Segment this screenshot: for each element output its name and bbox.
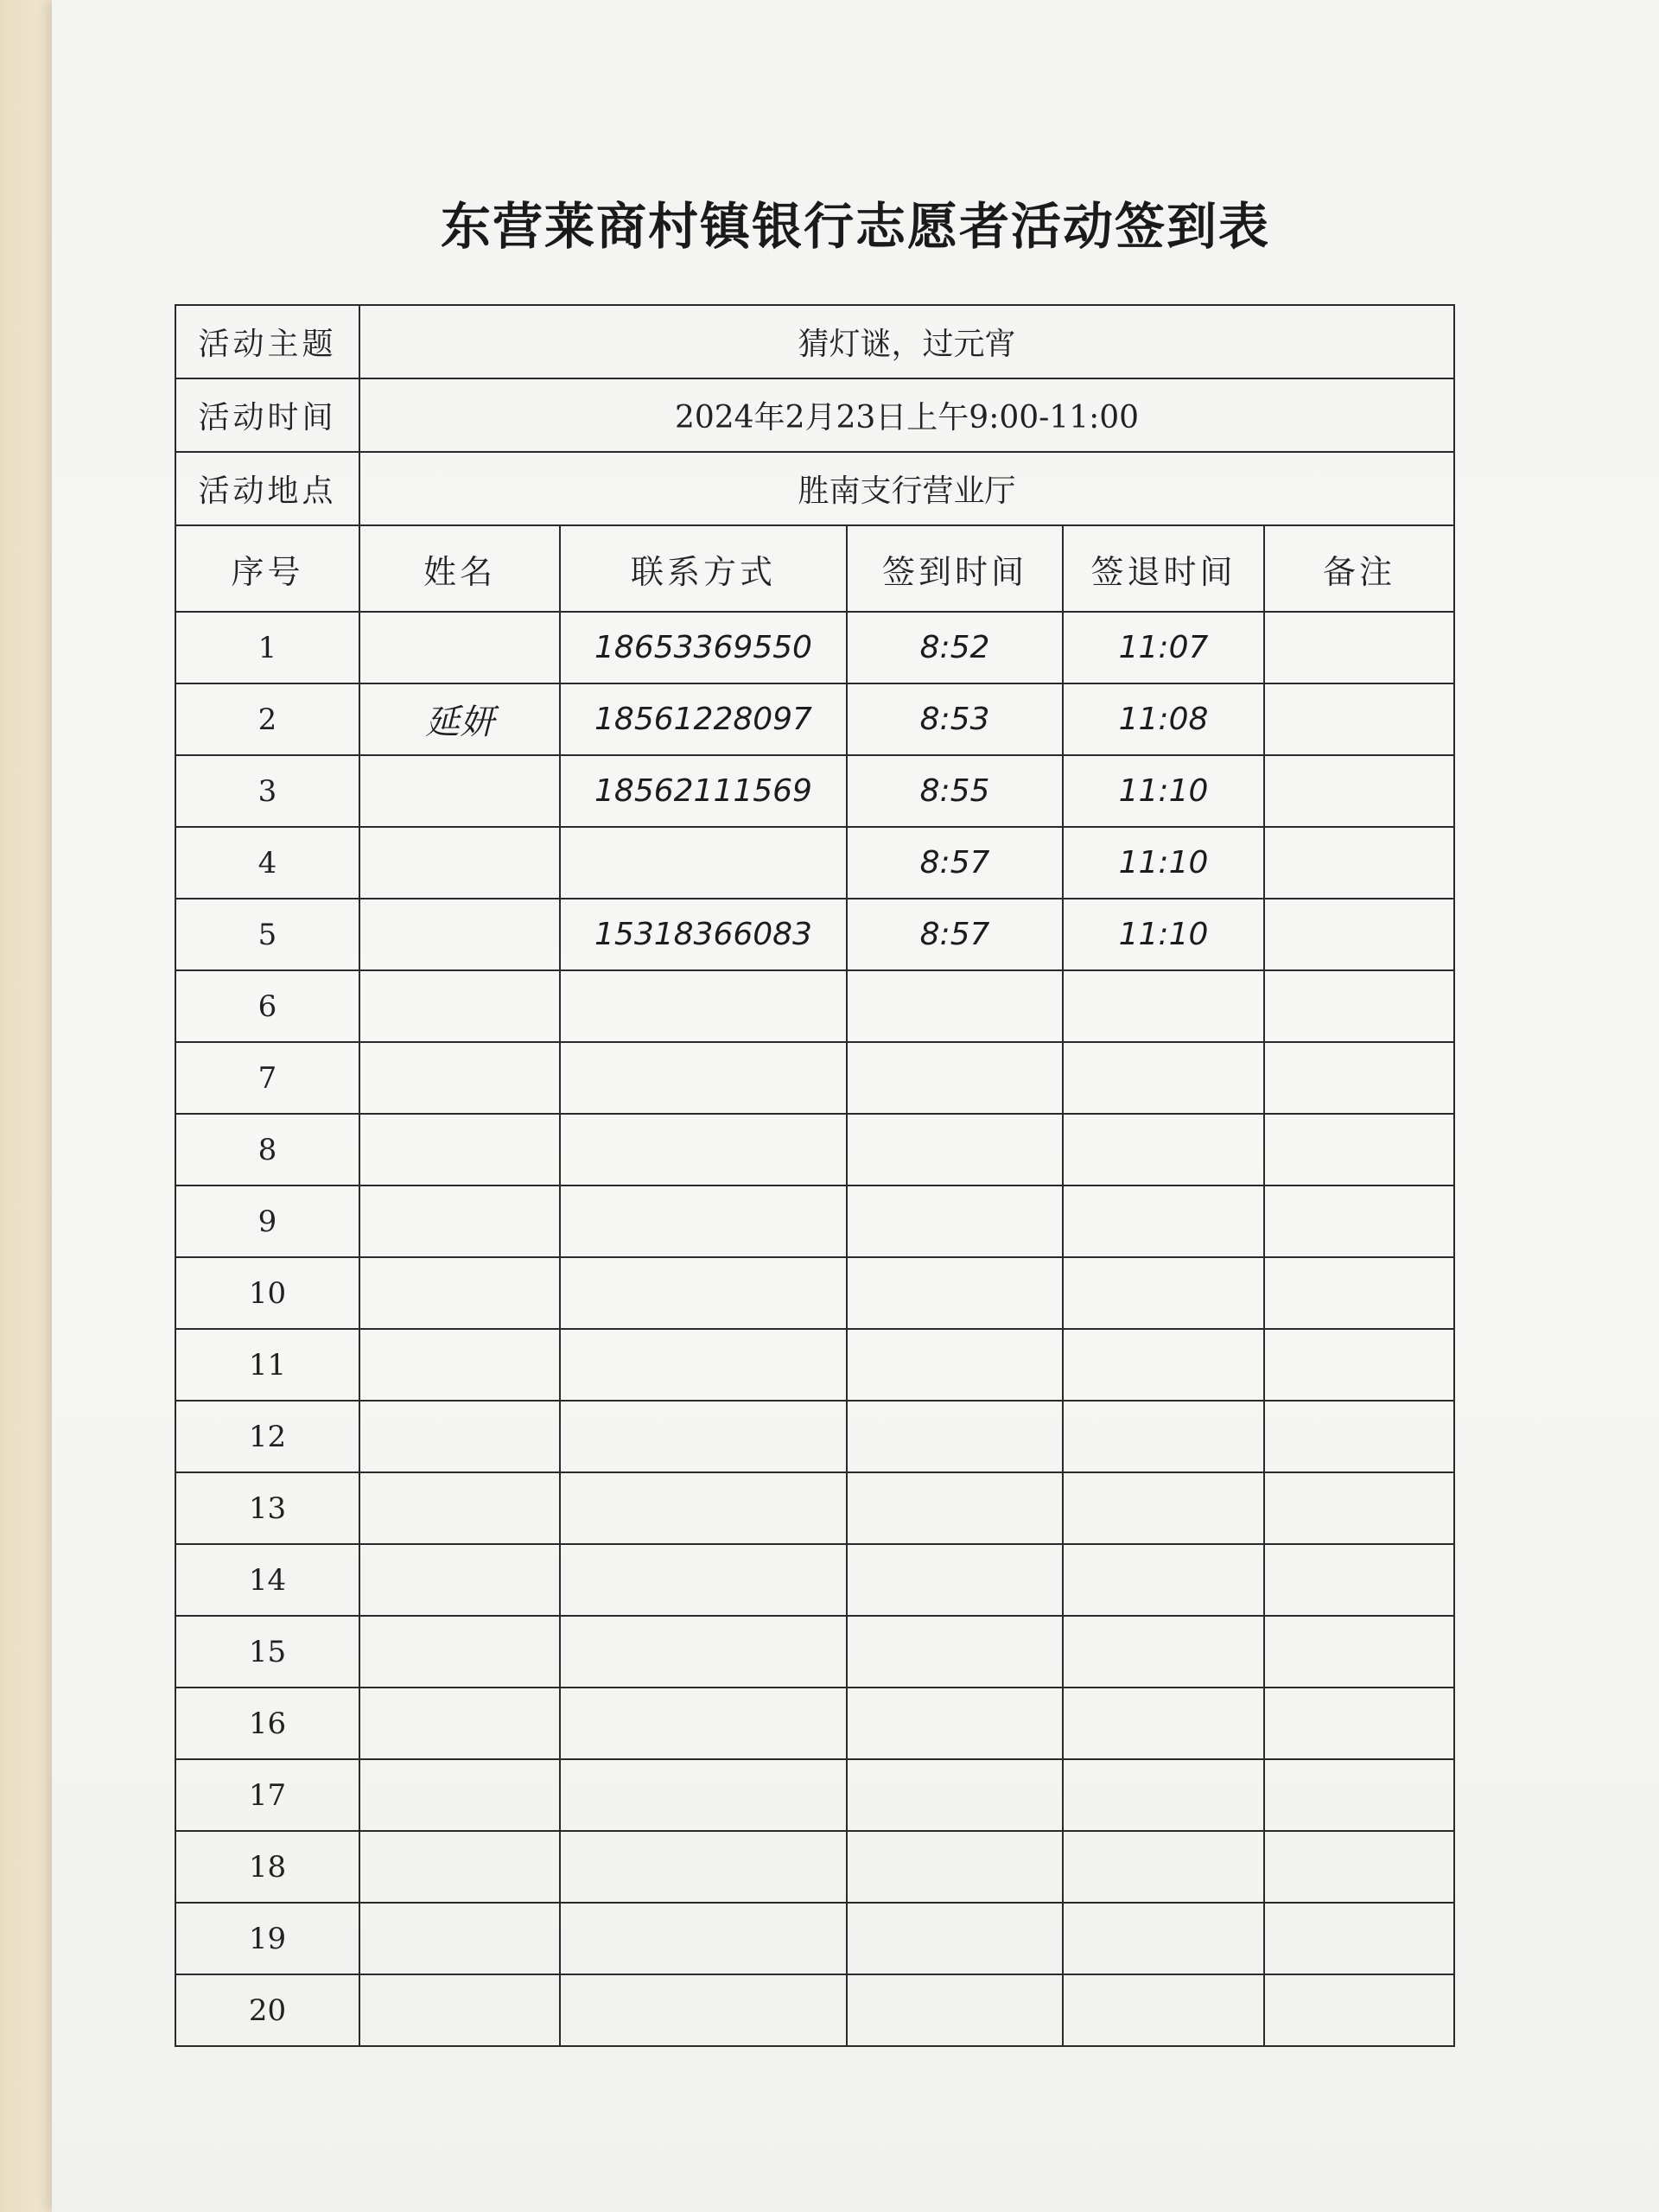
row-checkout-cell bbox=[1063, 1616, 1264, 1688]
table-row bbox=[175, 1257, 1454, 1329]
row-name-cell bbox=[359, 755, 560, 827]
row-note-cell bbox=[1264, 1688, 1454, 1759]
row-checkin-cell bbox=[847, 1616, 1063, 1688]
row-checkin-cell bbox=[847, 827, 1063, 899]
row-checkin-cell bbox=[847, 612, 1063, 683]
row-number: 7 bbox=[257, 1060, 277, 1096]
table-row bbox=[175, 1759, 1454, 1831]
row-checkout-cell bbox=[1063, 1831, 1264, 1903]
header-no: 序号 bbox=[175, 525, 359, 612]
row-note-cell bbox=[1264, 1042, 1454, 1114]
row-contact-cell bbox=[560, 1616, 847, 1688]
row-note-cell bbox=[1264, 683, 1454, 755]
row-note-cell bbox=[1264, 970, 1454, 1042]
row-name-cell bbox=[359, 612, 560, 683]
row-number-cell bbox=[175, 970, 359, 1042]
row-number: 12 bbox=[248, 1419, 287, 1454]
row-name-cell bbox=[359, 827, 560, 899]
row-checkin: 8:57 bbox=[919, 845, 990, 880]
row-contact-cell bbox=[560, 899, 847, 970]
row-checkout: 11:07 bbox=[1118, 630, 1209, 665]
row-contact-cell bbox=[560, 1185, 847, 1257]
row-checkout: 11:10 bbox=[1118, 917, 1209, 952]
row-note-cell bbox=[1264, 1257, 1454, 1329]
info-label: 活动地点 bbox=[175, 452, 359, 525]
document-title: 东营莱商村镇银行志愿者活动签到表 bbox=[440, 197, 1270, 256]
row-number-cell bbox=[175, 1903, 359, 1974]
row-name-cell bbox=[359, 1257, 560, 1329]
row-checkin-cell bbox=[847, 755, 1063, 827]
row-contact-cell bbox=[560, 1688, 847, 1759]
row-checkin-cell bbox=[847, 1759, 1063, 1831]
paper-sheet bbox=[52, 0, 1659, 2212]
header-checkout: 签退时间 bbox=[1063, 525, 1264, 612]
row-name-cell bbox=[359, 1042, 560, 1114]
row-checkout-cell bbox=[1063, 970, 1264, 1042]
row-number-cell bbox=[175, 1114, 359, 1185]
row-checkout-cell bbox=[1063, 1903, 1264, 1974]
row-checkin-cell bbox=[847, 1042, 1063, 1114]
table-row bbox=[175, 899, 1454, 970]
row-number-cell bbox=[175, 1472, 359, 1544]
row-name-cell bbox=[359, 683, 560, 755]
sign-in-table bbox=[175, 304, 1455, 2047]
row-checkin-cell bbox=[847, 683, 1063, 755]
row-note-cell bbox=[1264, 1759, 1454, 1831]
row-contact: 18561228097 bbox=[594, 702, 812, 737]
row-number-cell bbox=[175, 1759, 359, 1831]
row-number: 15 bbox=[248, 1634, 287, 1669]
row-contact-cell bbox=[560, 1759, 847, 1831]
row-contact-cell bbox=[560, 1042, 847, 1114]
row-checkin-cell bbox=[847, 1688, 1063, 1759]
column-header-row bbox=[175, 525, 1454, 612]
row-number-cell bbox=[175, 1831, 359, 1903]
row-checkin-cell bbox=[847, 1974, 1063, 2046]
row-number-cell bbox=[175, 1974, 359, 2046]
row-number-cell bbox=[175, 1401, 359, 1472]
row-number-cell bbox=[175, 899, 359, 970]
row-number-cell bbox=[175, 827, 359, 899]
row-contact-cell bbox=[560, 1544, 847, 1616]
row-number-cell bbox=[175, 1544, 359, 1616]
row-checkin: 8:53 bbox=[919, 702, 990, 737]
row-contact-cell bbox=[560, 1974, 847, 2046]
row-number: 20 bbox=[248, 1993, 287, 2028]
row-note-cell bbox=[1264, 899, 1454, 970]
row-checkout-cell bbox=[1063, 1042, 1264, 1114]
row-contact-cell bbox=[560, 1329, 847, 1401]
table-row bbox=[175, 827, 1454, 899]
table-row bbox=[175, 683, 1454, 755]
activity-info bbox=[175, 305, 1454, 612]
row-contact-cell bbox=[560, 683, 847, 755]
row-checkout-cell bbox=[1063, 1974, 1264, 2046]
table-row bbox=[175, 1185, 1454, 1257]
row-checkout-cell bbox=[1063, 1759, 1264, 1831]
table-row bbox=[175, 612, 1454, 683]
info-value: 胜南支行营业厅 bbox=[359, 452, 1454, 525]
row-number: 14 bbox=[248, 1562, 287, 1598]
row-contact: 15318366083 bbox=[594, 917, 812, 952]
row-contact: 18562111569 bbox=[594, 773, 812, 809]
row-number-cell bbox=[175, 612, 359, 683]
row-checkout-cell bbox=[1063, 827, 1264, 899]
table-row bbox=[175, 1401, 1454, 1472]
row-checkout-cell bbox=[1063, 1114, 1264, 1185]
row-number: 19 bbox=[248, 1921, 287, 1956]
table-row bbox=[175, 1114, 1454, 1185]
info-row-theme bbox=[175, 305, 1454, 378]
row-note-cell bbox=[1264, 1831, 1454, 1903]
info-row-location bbox=[175, 452, 1454, 525]
row-name-cell bbox=[359, 899, 560, 970]
table-row bbox=[175, 1329, 1454, 1401]
row-checkin-cell bbox=[847, 1903, 1063, 1974]
row-number-cell bbox=[175, 1185, 359, 1257]
row-contact-cell bbox=[560, 827, 847, 899]
row-note-cell bbox=[1264, 1974, 1454, 2046]
row-checkin-cell bbox=[847, 1544, 1063, 1616]
row-name-cell bbox=[359, 1616, 560, 1688]
row-checkout-cell bbox=[1063, 1257, 1264, 1329]
table-row bbox=[175, 1903, 1454, 1974]
row-note-cell bbox=[1264, 1903, 1454, 1974]
row-number: 18 bbox=[248, 1849, 287, 1885]
row-checkin-cell bbox=[847, 1831, 1063, 1903]
row-contact-cell bbox=[560, 1401, 847, 1472]
row-checkin: 8:57 bbox=[919, 917, 990, 952]
row-name: 延妍 bbox=[425, 702, 494, 742]
row-checkout-cell bbox=[1063, 1544, 1264, 1616]
row-name-cell bbox=[359, 1185, 560, 1257]
row-note-cell bbox=[1264, 1185, 1454, 1257]
row-checkout-cell bbox=[1063, 1401, 1264, 1472]
row-name-cell bbox=[359, 1329, 560, 1401]
row-number-cell bbox=[175, 1257, 359, 1329]
row-number: 6 bbox=[257, 988, 277, 1024]
row-checkin: 8:52 bbox=[919, 630, 990, 665]
row-note-cell bbox=[1264, 1544, 1454, 1616]
row-number-cell bbox=[175, 1688, 359, 1759]
row-checkout: 11:10 bbox=[1118, 845, 1209, 880]
table-row bbox=[175, 970, 1454, 1042]
table-row bbox=[175, 755, 1454, 827]
row-note-cell bbox=[1264, 1401, 1454, 1472]
row-contact-cell bbox=[560, 1114, 847, 1185]
row-name-cell bbox=[359, 1401, 560, 1472]
row-checkout: 11:10 bbox=[1118, 773, 1209, 809]
row-number: 4 bbox=[257, 845, 277, 880]
table-row bbox=[175, 1831, 1454, 1903]
info-label: 活动时间 bbox=[175, 378, 359, 452]
table-row bbox=[175, 1472, 1454, 1544]
row-name-cell bbox=[359, 1903, 560, 1974]
info-value: 2024年2月23日上午9:00-11:00 bbox=[359, 378, 1454, 452]
row-checkin-cell bbox=[847, 1401, 1063, 1472]
table-row bbox=[175, 1616, 1454, 1688]
row-number: 10 bbox=[248, 1275, 287, 1311]
row-name-cell bbox=[359, 1544, 560, 1616]
row-checkout-cell bbox=[1063, 899, 1264, 970]
row-number: 16 bbox=[248, 1706, 287, 1741]
row-checkout-cell bbox=[1063, 1185, 1264, 1257]
info-value: 猜灯谜，过元宵 bbox=[359, 305, 1454, 378]
row-name-cell bbox=[359, 1831, 560, 1903]
row-contact-cell bbox=[560, 755, 847, 827]
row-contact-cell bbox=[560, 1472, 847, 1544]
header-note: 备注 bbox=[1264, 525, 1454, 612]
row-checkin-cell bbox=[847, 1114, 1063, 1185]
row-contact: 18653369550 bbox=[594, 630, 812, 665]
row-contact-cell bbox=[560, 612, 847, 683]
row-number: 5 bbox=[257, 917, 277, 952]
row-checkin-cell bbox=[847, 899, 1063, 970]
row-checkout-cell bbox=[1063, 755, 1264, 827]
row-number: 9 bbox=[257, 1204, 277, 1239]
row-note-cell bbox=[1264, 612, 1454, 683]
row-checkout-cell bbox=[1063, 1688, 1264, 1759]
row-number: 3 bbox=[257, 773, 277, 809]
row-name-cell bbox=[359, 1759, 560, 1831]
row-contact-cell bbox=[560, 1903, 847, 1974]
row-number: 2 bbox=[257, 702, 277, 737]
row-number-cell bbox=[175, 1329, 359, 1401]
row-note-cell bbox=[1264, 1472, 1454, 1544]
row-note-cell bbox=[1264, 827, 1454, 899]
row-number: 1 bbox=[257, 630, 277, 665]
row-number: 17 bbox=[248, 1777, 287, 1813]
row-number-cell bbox=[175, 1042, 359, 1114]
row-contact-cell bbox=[560, 1257, 847, 1329]
table-row bbox=[175, 1688, 1454, 1759]
row-name-cell bbox=[359, 1974, 560, 2046]
row-checkin-cell bbox=[847, 970, 1063, 1042]
row-name-cell bbox=[359, 1114, 560, 1185]
row-number-cell bbox=[175, 755, 359, 827]
row-note-cell bbox=[1264, 1616, 1454, 1688]
header-contact: 联系方式 bbox=[560, 525, 847, 612]
row-checkout-cell bbox=[1063, 683, 1264, 755]
row-checkin-cell bbox=[847, 1329, 1063, 1401]
table-row bbox=[175, 1042, 1454, 1114]
row-checkout-cell bbox=[1063, 1329, 1264, 1401]
header-name: 姓名 bbox=[359, 525, 560, 612]
table-row bbox=[175, 1544, 1454, 1616]
sign-in-rows bbox=[175, 612, 1454, 2046]
row-checkout-cell bbox=[1063, 1472, 1264, 1544]
info-row-time bbox=[175, 378, 1454, 452]
row-number-cell bbox=[175, 683, 359, 755]
row-note-cell bbox=[1264, 1114, 1454, 1185]
info-label: 活动主题 bbox=[175, 305, 359, 378]
row-checkin-cell bbox=[847, 1472, 1063, 1544]
row-note-cell bbox=[1264, 1329, 1454, 1401]
table-row bbox=[175, 1974, 1454, 2046]
row-checkin: 8:55 bbox=[919, 773, 990, 809]
row-number: 13 bbox=[248, 1491, 287, 1526]
row-number-cell bbox=[175, 1616, 359, 1688]
row-checkin-cell bbox=[847, 1257, 1063, 1329]
header-checkin: 签到时间 bbox=[847, 525, 1063, 612]
row-contact-cell bbox=[560, 1831, 847, 1903]
row-checkout-cell bbox=[1063, 612, 1264, 683]
row-number: 11 bbox=[248, 1347, 287, 1382]
row-name-cell bbox=[359, 1688, 560, 1759]
row-name-cell bbox=[359, 1472, 560, 1544]
row-number: 8 bbox=[257, 1132, 277, 1167]
row-checkin-cell bbox=[847, 1185, 1063, 1257]
row-name-cell bbox=[359, 970, 560, 1042]
row-checkout: 11:08 bbox=[1118, 702, 1209, 737]
row-note-cell bbox=[1264, 755, 1454, 827]
row-contact-cell bbox=[560, 970, 847, 1042]
